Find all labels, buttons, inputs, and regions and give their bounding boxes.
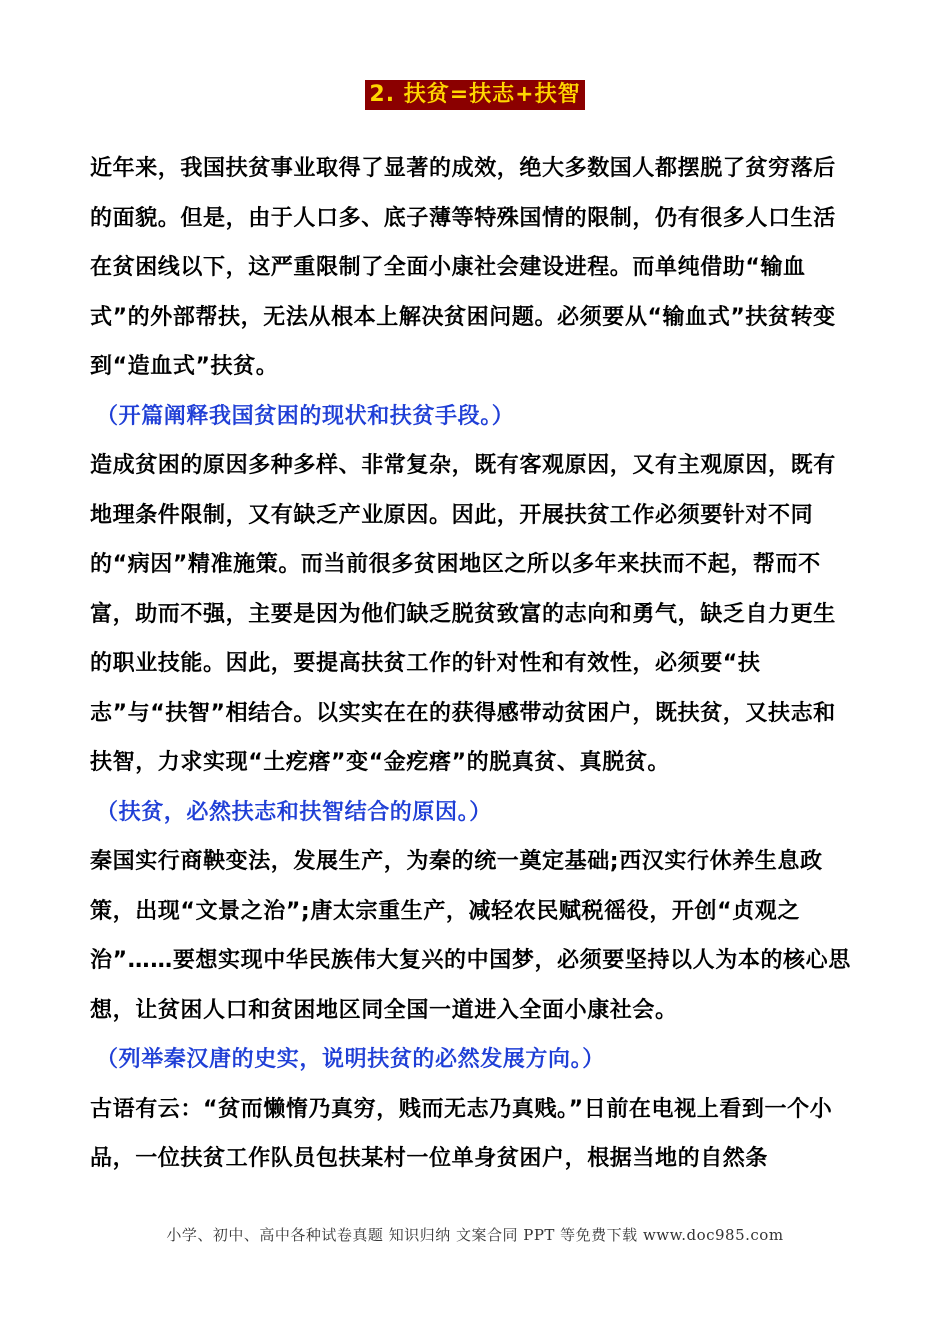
- paragraph-intro: 近年来，我国扶贫事业取得了显著的成效，绝大多数国人都摆脱了贫穷落后的面貌。但是，由于人口多、底子薄等特殊国情的限制，仍有很多人口生活在贫困线以下，这严重限制了全面小康社会建设进程。而单纯借助“输血式”的外部帮扶，无法从根本上解决贫困问题。必须要从“输血式”扶贫转变到“造血式”扶贫。: [90, 156, 836, 379]
- annotation-intro: （开篇阐释我国贫困的现状和扶贫手段。）: [96, 403, 515, 429]
- title-wrap: [0, 80, 950, 110]
- paragraph-causes: 造成贫困的原因多种多样、非常复杂，既有客观原因，又有主观原因，既有地理条件限制，又有缺乏产业原因。因此，开展扶贫工作必须要针对不同的“病因”精准施策。而当前很多贫困地区之所以多年来扶而不起，帮而不富，助而不强，主要是因为他们缺乏脱贫致富的志向和勇气，缺乏自力更生的职业技能。因此，要提高扶贫工作的针对性和有效性，必须要“扶志”与“扶智”相结合。以实实在在的获得感带动贫困户，既扶贫，又扶志和扶智，力求实现“土疙瘩”变“金疙瘩”的脱真贫、真脱贫。: [90, 453, 836, 775]
- article-body: [90, 144, 855, 1184]
- page-title: 2. 扶贫=扶志+扶智: [365, 80, 584, 110]
- paragraph-proverb: 古语有云：“贫而懒惰乃真穷，贱而无志乃真贱。”日前在电视上看到一个小品，一位扶贫工作队员包扶某村一位单身贫困户，根据当地的自然条: [90, 1096, 833, 1171]
- paragraph-history: 秦国实行商鞅变法，发展生产，为秦的统一奠定基础;西汉实行休养生息政策，出现“文景之治”;唐太宗重生产，减轻农民赋税徭役，开创“贞观之治”……要想实现中华民族伟大复兴的中国梦，必须要坚持以人为本的核心思想，让贫困人口和贫困地区同全国一道进入全面小康社会。: [90, 849, 851, 1023]
- annotation-causes: （扶贫，必然扶志和扶智结合的原因。）: [96, 799, 492, 825]
- page-footer: 小学、初中、高中各种试卷真题 知识归纳 文案合同 PPT 等免费下载 www.doc985.com: [166, 1226, 784, 1244]
- annotation-history: （列举秦汉唐的史实，说明扶贫的必然发展方向。）: [96, 1047, 605, 1072]
